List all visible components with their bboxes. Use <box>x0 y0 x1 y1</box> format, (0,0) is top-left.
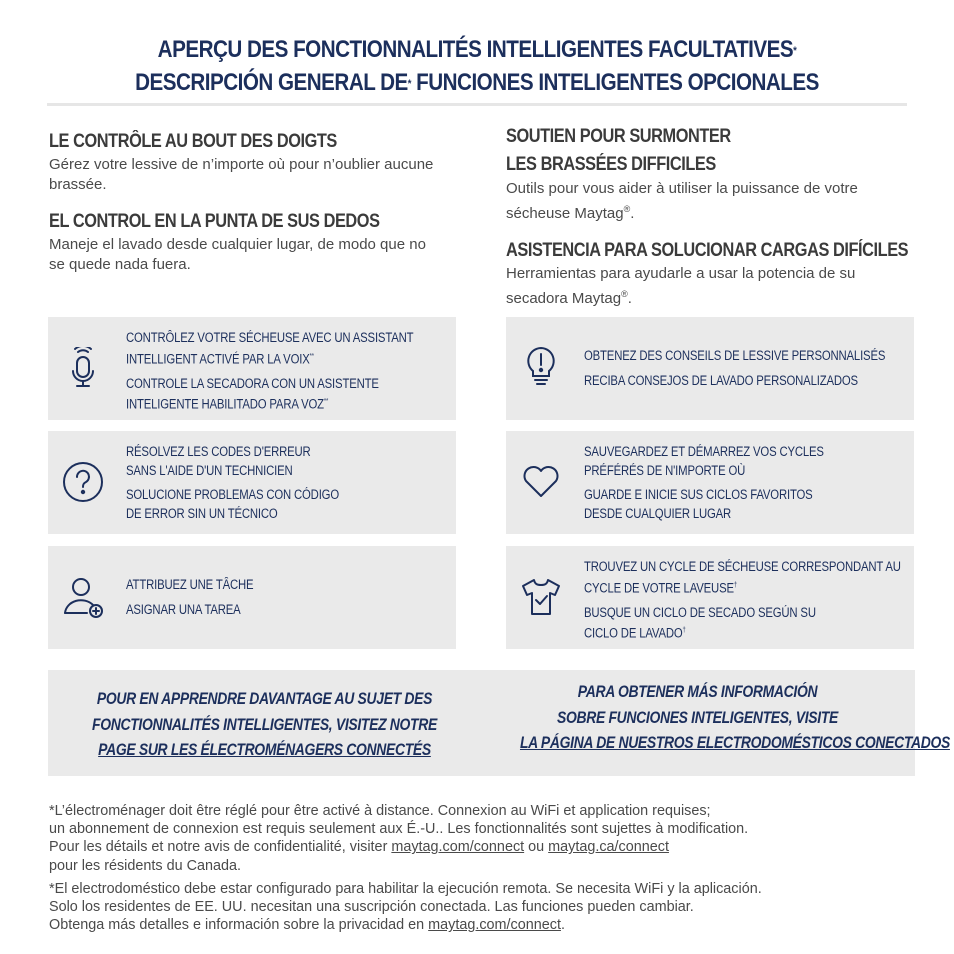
feature-card-cycle: TROUVEZ UN CYCLE DE SÉCHEUSE CORRESPONDANT AU CYCLE DE VOTRE LAVEUSE† BUSQUE UN CICLO DE SECADO SEGÚN SU CICLO DE LAVADO† <box>506 546 914 649</box>
paragraph-es: Herramientas para ayudarle a usar la potencia de su secadora Maytag®. <box>506 265 856 307</box>
lightbulb-exclamation-icon <box>520 345 562 387</box>
heading-es: ASISTENCIA PARA SOLUCIONAR CARGAS DIFÍCILES <box>506 240 909 261</box>
connected-appliances-link-es[interactable]: LA PÁGINA DE NUESTROS ELECTRODOMÉSTICOS CONECTADOS <box>519 733 950 752</box>
intro-control <box>49 129 439 275</box>
heading-es: EL CONTROL EN LA PUNTA DE SUS DEDOS <box>49 211 380 232</box>
heading-fr-1: SOUTIEN POUR SURMONTER <box>506 126 731 147</box>
paragraph-fr: Outils pour vous aider à utiliser la puissance de votre sécheuse Maytag®. <box>506 180 858 222</box>
heart-icon <box>520 461 562 503</box>
heading-fr: LE CONTRÔLE AU BOUT DES DOIGTS <box>49 131 337 152</box>
footnote-fr: *L’électroménager doit être réglé pour être activé à distance. Connexion au WiFi et application requises; un abonnement de connexion est requis seulement aux É.-U.. Les fonctionnalités sont sujettes à modification. Pour les détails et notre avis de confidentialité, visiter maytag.com/connect ou maytag.ca/connect pour les résidents du Canada. <box>49 803 749 874</box>
title-french: APERÇU DES FONCTIONNALITÉS INTELLIGENTES FACULTATIVES* <box>157 36 797 63</box>
question-circle-icon <box>62 461 104 503</box>
feature-card-errors: RÉSOLVEZ LES CODES D'ERREUR SANS L'AIDE D'UN TECHNICIEN SOLUCIONE PROBLEMAS CON CÓDIGO DE ERROR SIN UN TÉCNICO <box>48 431 456 534</box>
feature-card-task: ATTRIBUEZ UNE TÂCHE ASIGNAR UNA TAREA <box>48 546 456 649</box>
microphone-icon <box>62 347 104 389</box>
learn-more-fr: POUR EN APPRENDRE DAVANTAGE AU SUJET DES FONCTIONNALITÉS INTELLIGENTES, VISITEZ NOTRE PAGE SUR LES ÉLECTROMÉNAGERS CONNECTÉS <box>48 686 481 763</box>
maytag-ca-link[interactable]: maytag.ca/connect <box>548 839 669 856</box>
feature-card-voice: CONTRÔLEZ VOTRE SÉCHEUSE AVEC UN ASSISTANT INTELLIGENT ACTIVÉ PAR LA VOIX** CONTROLE LA SECADORA CON UN ASISTENTE INTELIGENTE HABILITADO PARA VOZ** <box>48 317 456 420</box>
connected-appliances-link-fr[interactable]: PAGE SUR LES ÉLECTROMÉNAGERS CONNECTÉS <box>98 740 431 759</box>
user-plus-icon <box>62 576 104 618</box>
paragraph-es: Maneje el lavado desde cualquier lugar, de modo que no se quede nada fuera. <box>49 236 426 273</box>
feature-card-favorites: SAUVEGARDEZ ET DÉMARREZ VOS CYCLES PRÉFÉRÉS DE N'IMPORTE OÙ GUARDE E INICIE SUS CICLOS FAVORITOS DESDE CUALQUIER LUGAR <box>506 431 914 534</box>
maytag-com-link[interactable]: maytag.com/connect <box>391 839 525 856</box>
learn-more-es: PARA OBTENER MÁS INFORMACIÓN SOBRE FUNCIONES INTELIGENTES, VISITE LA PÁGINA DE NUESTROS ELECTRODOMÉSTICOS CONECTADOS <box>481 679 914 756</box>
title-spanish: DESCRIPCIÓN GENERAL DE* FUNCIONES INTELIGENTES OPCIONALES <box>135 69 819 96</box>
heading-fr-2: LES BRASSÉES DIFFICILES <box>506 154 716 175</box>
maytag-com-link-es[interactable]: maytag.com/connect <box>428 917 561 934</box>
learn-more-banner <box>48 670 950 776</box>
page-title <box>0 33 954 99</box>
footnote-es: *El electrodoméstico debe estar configurado para habilitar la ejecución remota. Se necesita WiFi y la aplicación. Solo los residentes de EE. UU. necesitan una suscripción conectada. Las funciones pueden cambiar. Obtenga más detalles e información sobre la privacidad en maytag.com/connect. <box>49 881 762 934</box>
paragraph-fr: Gérez votre lessive de n’importe où pour n’oublier aucune brassée. <box>49 156 434 193</box>
shirt-check-icon <box>520 576 562 618</box>
intro-support <box>506 123 911 309</box>
title-divider <box>47 103 907 106</box>
feature-card-tips: OBTENEZ DES CONSEILS DE LESSIVE PERSONNALISÉS RECIBA CONSEJOS DE LAVADO PERSONALIZADOS <box>506 317 914 420</box>
